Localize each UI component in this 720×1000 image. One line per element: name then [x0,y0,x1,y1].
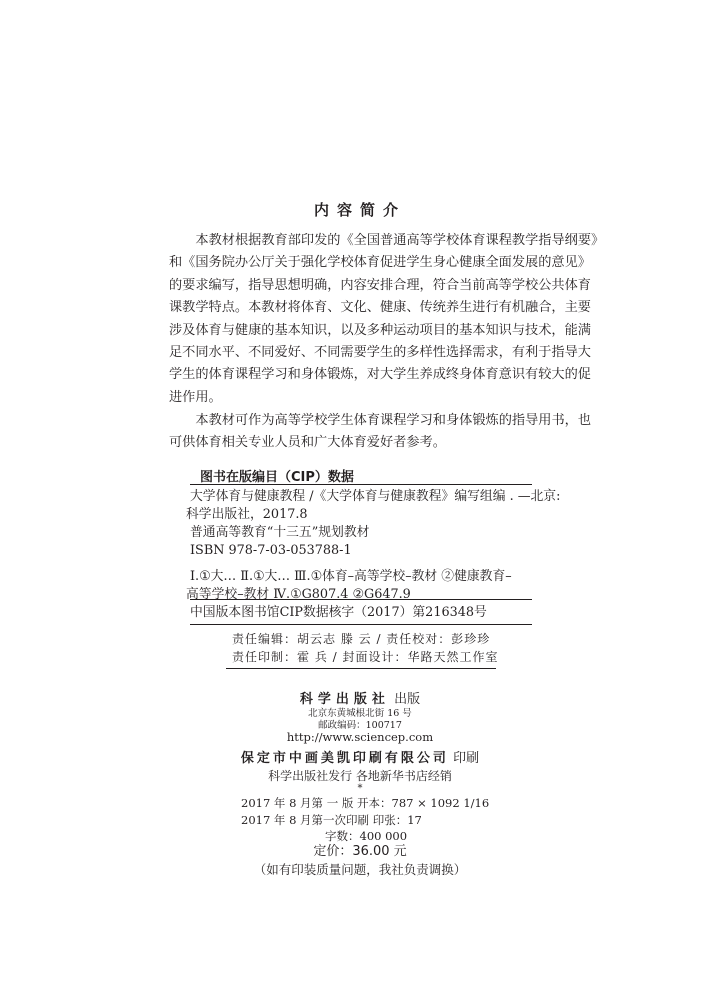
intro-paragraph-1 [169,230,605,409]
text-line: 可供体育相关专业人员和广大体育爱好者参考。 [169,435,446,451]
intro-paragraph-2 [169,410,592,455]
cip-line: 普通高等教育“十三五”规划教材 [190,525,370,540]
cip-block [186,488,561,604]
text-line: 学生的体育课程学习和身体锻炼，对大学生养成终身体育意识有较大的促 [169,367,591,383]
publisher-url: http://www.sciencep.com [286,730,434,744]
publisher-postcode: 邮政编码：100717 [318,720,402,731]
text-line: 涉及体育与健康的基本知识，以及多种运动项目的基本知识与技术，能满 [169,322,591,338]
text-line: 本教材可作为高等学校学生体育课程学习和身体锻炼的指导用书，也 [195,413,592,428]
cip-mid-rule [190,599,532,600]
text-line: 进作用。 [169,389,222,405]
price: 定价：36.00 元 [313,844,407,859]
publisher-suffix: 出版 [389,692,421,707]
cip-line: 高等学校–教材 Ⅳ.①G807.4 ②G647.9 [186,587,411,602]
cip-line: 大学体育与健康教程 /《大学体育与健康教程》编写组编 . —北京: [190,489,561,504]
edition-line: 2017 年 8 月第一次印刷 印张：17 [241,812,422,827]
cip-heading: 图书在版编目（CIP）数据 [200,470,354,485]
text-line: 和《国务院办公厅关于强化学校体育促进学生身心健康全面发展的意见》 [169,255,591,271]
staff-line: 责任印制：霍 兵 / 封面设计：华路天然工作室 [232,650,499,664]
printer-suffix: 印刷 [448,751,480,766]
staff-rule [226,668,496,669]
edition-block [241,795,489,845]
cip-core-number: 中国版本图书馆CIP数据核字（2017）第216348号 [190,605,487,620]
separator-star: * [357,783,363,794]
edition-line: 2017 年 8 月第 一 版 开本：787 × 1092 1/16 [241,796,490,810]
printer-line [0,747,720,766]
publisher-address: 北京东黄城根北街 16 号 [308,708,412,719]
cip-top-rule [190,484,532,485]
distribution-line: 科学出版社发行 各地新华书店经销 [268,769,452,783]
publisher-name: 科学出版社 [299,692,390,707]
text-line: 的要求编写，指导思想明确，内容安排合理，符合当前高等学校公共体育 [169,277,591,293]
cip-bottom-rule [190,624,532,625]
cip-spacer [190,560,532,568]
staff-credits [232,630,499,666]
printer-name: 保定市中画美凯印刷有限公司 [240,751,449,766]
page-title: 内容简介 [313,201,406,219]
text-line: 足不同水平、不同爱好、不同需要学生的多样性选择需求，有利于指导大 [169,345,591,361]
edition-line: 字数：400 000 [325,829,408,843]
cip-line: Ⅰ.①大… Ⅱ.①大… Ⅲ.①体育–高等学校–教材 ②健康教育– [190,569,512,584]
staff-line: 责任编辑：胡云志 滕 云 / 责任校对：彭珍珍 [232,632,491,646]
text-line: 课教学特点。本教材将体育、文化、健康、传统养生进行有机融合，主要 [169,300,591,316]
cip-line: ISBN 978-7-03-053788-1 [190,543,352,558]
cip-line: 科学出版社，2017.8 [186,507,308,522]
quality-note: （如有印装质量问题，我社负责调换） [253,862,467,877]
text-line: 本教材根据教育部印发的《全国普通高等学校体育课程教学指导纲要》 [195,233,605,248]
